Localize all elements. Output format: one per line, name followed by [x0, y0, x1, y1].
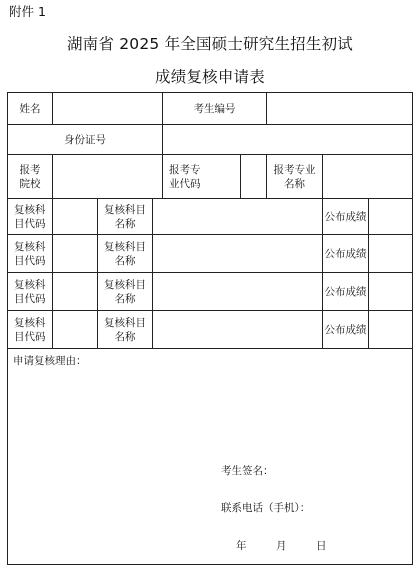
- published-score-field[interactable]: [369, 235, 413, 273]
- subject-name-field[interactable]: [153, 235, 323, 273]
- row-reason: [8, 349, 413, 565]
- apply-school-label: [8, 155, 53, 199]
- published-score-label: 公布成绩: [323, 235, 369, 273]
- exam-no-field[interactable]: [267, 93, 413, 125]
- subject-row: [8, 199, 413, 235]
- signature-label: 考生签名：: [221, 465, 274, 477]
- subject-name-label-line1: 复核科目: [104, 278, 146, 291]
- published-score-field[interactable]: [369, 311, 413, 349]
- subject-name-label-line2: 名称: [114, 254, 136, 267]
- major-name-label-line1: 报考专业: [273, 163, 316, 176]
- subject-name-label-line1: 复核科目: [104, 203, 146, 216]
- id-no-label: 身份证号: [8, 125, 163, 155]
- subject-name-field[interactable]: [153, 311, 323, 349]
- subject-code-label-line1: 复核科: [14, 278, 46, 291]
- subject-code-label: [8, 235, 53, 273]
- subject-code-field[interactable]: [53, 311, 98, 349]
- subject-name-label-line1: 复核科目: [104, 316, 146, 329]
- id-no-field[interactable]: [163, 125, 413, 155]
- subject-code-label-line2: 目代码: [14, 330, 46, 343]
- subject-code-label: [8, 199, 53, 235]
- subject-name-label-line2: 名称: [114, 217, 136, 230]
- form-title-line1: 湖南省 2025 年全国硕士研究生招生初试: [66, 35, 353, 53]
- application-form-table: [7, 92, 413, 565]
- subject-name-label-line2: 名称: [114, 330, 136, 343]
- day-label: 日: [316, 540, 327, 552]
- published-score-label: 公布成绩: [323, 311, 369, 349]
- subject-code-field[interactable]: [53, 199, 98, 235]
- reason-label: 申请复核理由：: [13, 355, 87, 367]
- subject-code-field[interactable]: [53, 235, 98, 273]
- subject-code-label-line1: 复核科: [14, 203, 46, 216]
- major-name-label-line2: 名称: [284, 177, 306, 190]
- subject-row: [8, 311, 413, 349]
- subject-name-label-line1: 复核科目: [104, 240, 146, 253]
- apply-school-field[interactable]: [53, 155, 163, 199]
- name-label: 姓名: [8, 93, 53, 125]
- attachment-label: 附件 1: [9, 4, 46, 19]
- subject-row: [8, 273, 413, 311]
- major-name-label: [267, 155, 323, 199]
- major-code-label-line1: 报考专: [169, 163, 201, 176]
- published-score-label: 公布成绩: [323, 273, 369, 311]
- subject-name-label-line2: 名称: [114, 292, 136, 305]
- apply-school-label-line1: 报考: [19, 163, 41, 176]
- subject-name-label: [98, 235, 153, 273]
- subject-code-label-line1: 复核科: [14, 316, 46, 329]
- subject-code-label-line2: 目代码: [14, 217, 46, 230]
- published-score-field[interactable]: [369, 199, 413, 235]
- row-name: [8, 93, 413, 125]
- phone-label: 联系电话（手机）：: [221, 502, 311, 514]
- published-score-field[interactable]: [369, 273, 413, 311]
- major-name-field[interactable]: [323, 155, 413, 199]
- major-code-field[interactable]: [241, 155, 267, 199]
- subject-code-label-line2: 目代码: [14, 292, 46, 305]
- reason-field[interactable]: [8, 349, 413, 565]
- subject-name-field[interactable]: [153, 199, 323, 235]
- year-label: 年: [236, 540, 247, 552]
- subject-code-field[interactable]: [53, 273, 98, 311]
- form-title-line2: 成绩复核申请表: [155, 68, 265, 86]
- subject-row: [8, 235, 413, 273]
- name-field[interactable]: [53, 93, 163, 125]
- exam-no-label: 考生编号: [163, 93, 267, 125]
- subject-name-label: [98, 311, 153, 349]
- row-school: [8, 155, 413, 199]
- subject-name-label: [98, 273, 153, 311]
- row-id: [8, 125, 413, 155]
- subject-name-label: [98, 199, 153, 235]
- major-code-label-line2: 业代码: [169, 177, 201, 190]
- month-label: 月: [276, 540, 287, 552]
- subject-name-field[interactable]: [153, 273, 323, 311]
- subject-code-label-line2: 目代码: [14, 254, 46, 267]
- subject-code-label-line1: 复核科: [14, 240, 46, 253]
- subject-code-label: [8, 273, 53, 311]
- published-score-label: 公布成绩: [323, 199, 369, 235]
- apply-school-label-line2: 院校: [19, 177, 41, 190]
- major-code-label: [163, 155, 241, 199]
- subject-code-label: [8, 311, 53, 349]
